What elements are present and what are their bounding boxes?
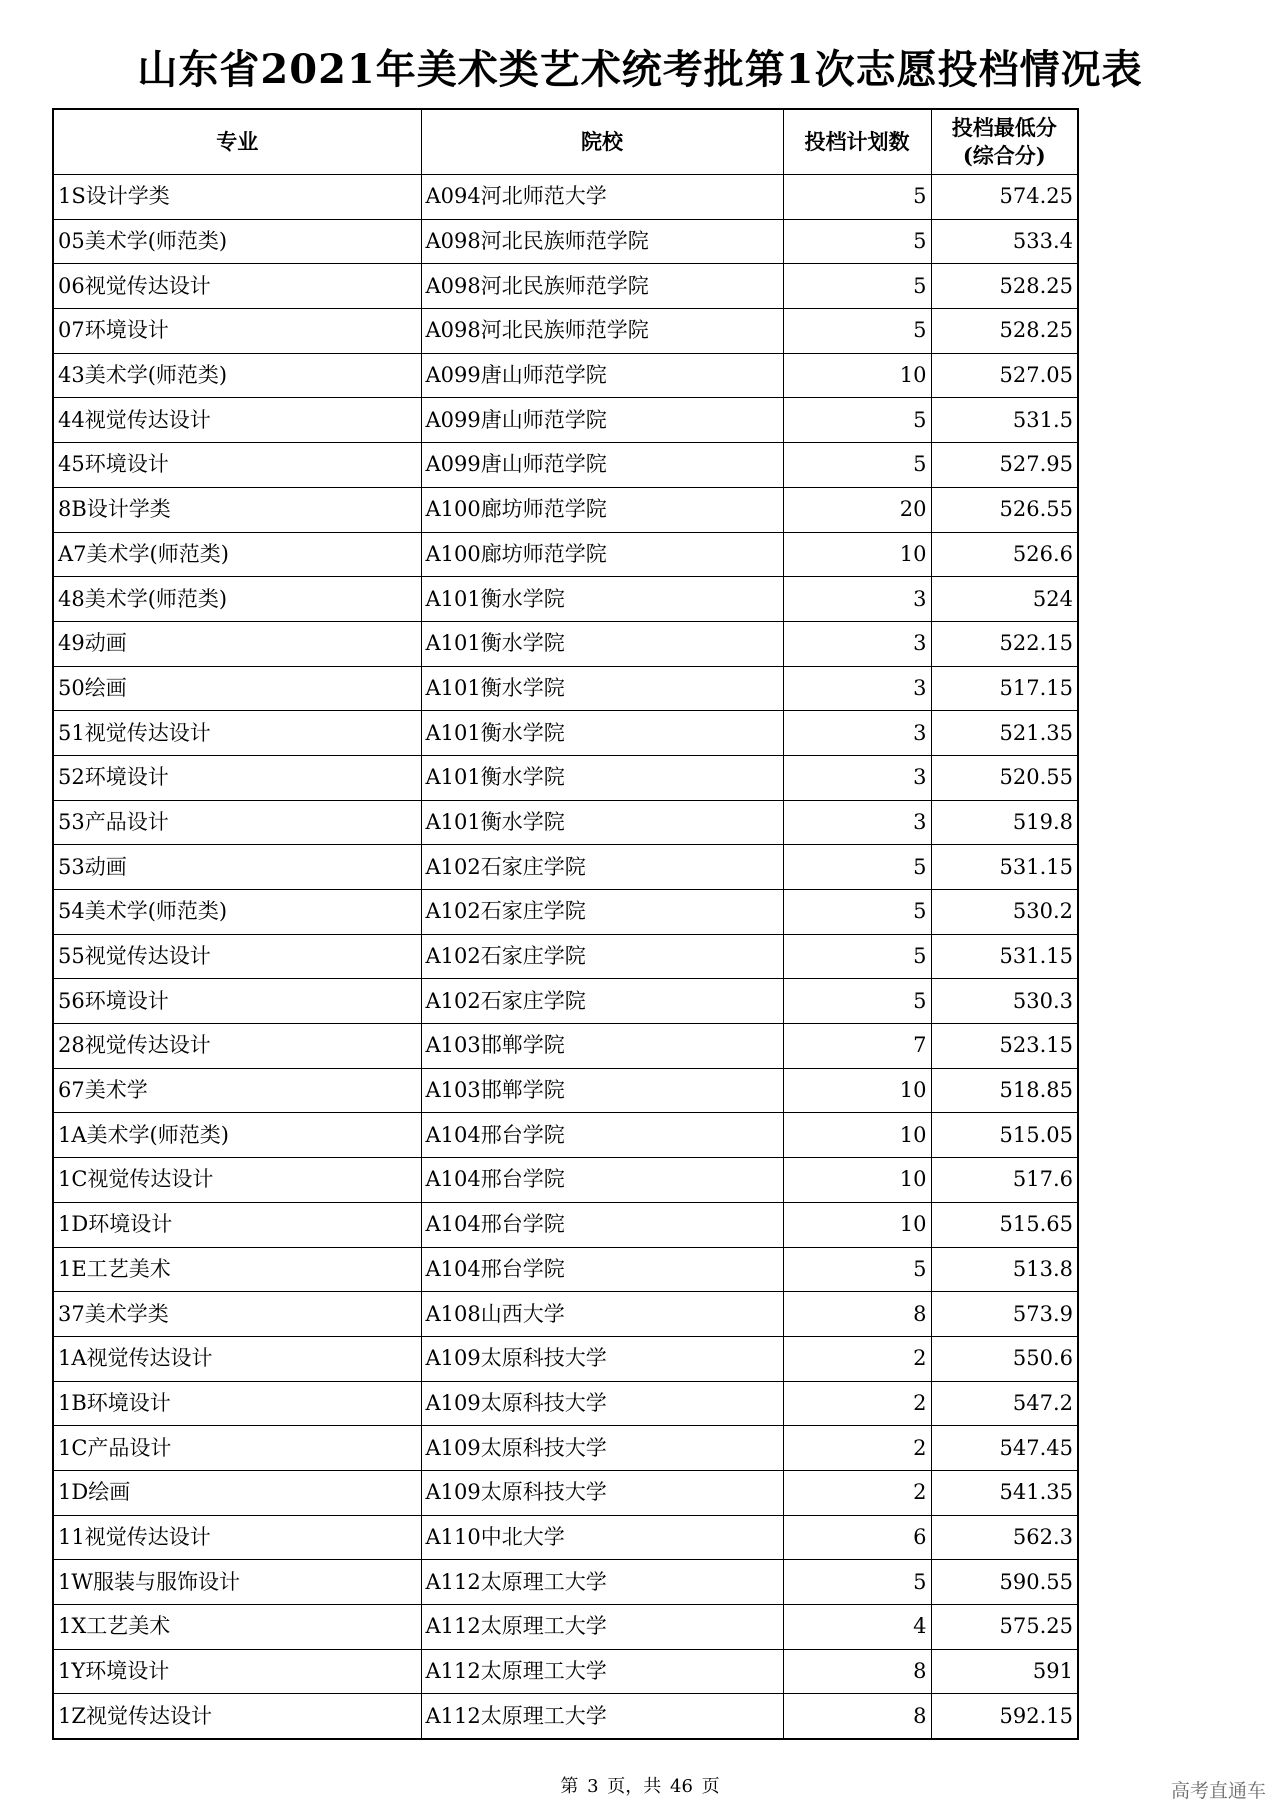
cell-min-score: 531.5	[931, 398, 1078, 443]
cell-major: 56环境设计	[53, 979, 421, 1024]
table-row	[53, 1247, 1078, 1292]
cell-major: 49动画	[53, 621, 421, 666]
cell-school: A101衡水学院	[421, 755, 783, 800]
cell-major: 1E工艺美术	[53, 1247, 421, 1292]
cell-min-score: 562.3	[931, 1515, 1078, 1560]
cell-plan: 5	[783, 443, 931, 488]
cell-school: A101衡水学院	[421, 800, 783, 845]
cell-plan: 8	[783, 1292, 931, 1337]
cell-school: A104邢台学院	[421, 1158, 783, 1203]
cell-major: 1D环境设计	[53, 1202, 421, 1247]
cell-min-score: 523.15	[931, 1024, 1078, 1069]
admission-table	[52, 108, 1079, 1740]
cell-min-score: 573.9	[931, 1292, 1078, 1337]
cell-plan: 2	[783, 1470, 931, 1515]
cell-school: A103邯郸学院	[421, 1068, 783, 1113]
cell-plan: 6	[783, 1515, 931, 1560]
table-row	[53, 711, 1078, 756]
cell-min-score: 517.6	[931, 1158, 1078, 1203]
cell-major: 1W服装与服饰设计	[53, 1560, 421, 1605]
cell-plan: 3	[783, 666, 931, 711]
cell-min-score: 513.8	[931, 1247, 1078, 1292]
cell-school: A101衡水学院	[421, 666, 783, 711]
header-min-score	[931, 109, 1078, 175]
table-row	[53, 1605, 1078, 1650]
cell-major: 67美术学	[53, 1068, 421, 1113]
table-row	[53, 934, 1078, 979]
table-row	[53, 1515, 1078, 1560]
cell-school: A094河北师范大学	[421, 175, 783, 220]
cell-plan: 7	[783, 1024, 931, 1069]
cell-min-score: 517.15	[931, 666, 1078, 711]
cell-major: 1X工艺美术	[53, 1605, 421, 1650]
cell-min-score: 518.85	[931, 1068, 1078, 1113]
cell-plan: 10	[783, 532, 931, 577]
table-row	[53, 755, 1078, 800]
header-min-score-line1: 投档最低分	[951, 115, 1057, 140]
cell-plan: 5	[783, 1560, 931, 1605]
cell-school: A109太原科技大学	[421, 1336, 783, 1381]
cell-school: A112太原理工大学	[421, 1649, 783, 1694]
table-row	[53, 1113, 1078, 1158]
cell-major: 52环境设计	[53, 755, 421, 800]
table-row	[53, 577, 1078, 622]
cell-major: 1B环境设计	[53, 1381, 421, 1426]
table-row	[53, 309, 1078, 354]
cell-min-score: 533.4	[931, 219, 1078, 264]
cell-major: 51视觉传达设计	[53, 711, 421, 756]
table-row	[53, 398, 1078, 443]
cell-major: 44视觉传达设计	[53, 398, 421, 443]
cell-min-score: 592.15	[931, 1694, 1078, 1739]
cell-major: 1S设计学类	[53, 175, 421, 220]
cell-min-score: 524	[931, 577, 1078, 622]
cell-school: A109太原科技大学	[421, 1381, 783, 1426]
cell-min-score: 527.05	[931, 353, 1078, 398]
cell-plan: 10	[783, 353, 931, 398]
cell-school: A102石家庄学院	[421, 934, 783, 979]
table-row	[53, 800, 1078, 845]
header-major: 专业	[53, 109, 421, 175]
cell-plan: 5	[783, 979, 931, 1024]
cell-plan: 5	[783, 1247, 931, 1292]
cell-plan: 2	[783, 1426, 931, 1471]
cell-school: A101衡水学院	[421, 577, 783, 622]
cell-plan: 5	[783, 398, 931, 443]
table-row	[53, 845, 1078, 890]
table-row	[53, 1560, 1078, 1605]
cell-min-score: 515.65	[931, 1202, 1078, 1247]
cell-min-score: 575.25	[931, 1605, 1078, 1650]
cell-major: 1C视觉传达设计	[53, 1158, 421, 1203]
cell-major: 8B设计学类	[53, 487, 421, 532]
table-row	[53, 979, 1078, 1024]
cell-min-score: 531.15	[931, 845, 1078, 890]
cell-school: A103邯郸学院	[421, 1024, 783, 1069]
table-row	[53, 890, 1078, 935]
cell-school: A099唐山师范学院	[421, 398, 783, 443]
cell-school: A104邢台学院	[421, 1113, 783, 1158]
cell-min-score: 522.15	[931, 621, 1078, 666]
cell-school: A098河北民族师范学院	[421, 309, 783, 354]
cell-min-score: 528.25	[931, 309, 1078, 354]
table-row	[53, 1024, 1078, 1069]
page-title: 山东省2021年美术类艺术统考批第1次志愿投档情况表	[137, 46, 1143, 93]
cell-min-score: 526.6	[931, 532, 1078, 577]
cell-min-score: 526.55	[931, 487, 1078, 532]
cell-plan: 3	[783, 711, 931, 756]
cell-major: 54美术学(师范类)	[53, 890, 421, 935]
cell-major: 45环境设计	[53, 443, 421, 488]
cell-plan: 10	[783, 1113, 931, 1158]
header-plan: 投档计划数	[783, 109, 931, 175]
table-row	[53, 1292, 1078, 1337]
cell-school: A098河北民族师范学院	[421, 264, 783, 309]
cell-major: 1Z视觉传达设计	[53, 1694, 421, 1739]
cell-plan: 5	[783, 890, 931, 935]
cell-major: 06视觉传达设计	[53, 264, 421, 309]
cell-min-score: 590.55	[931, 1560, 1078, 1605]
cell-major: 53产品设计	[53, 800, 421, 845]
cell-min-score: 528.25	[931, 264, 1078, 309]
cell-school: A102石家庄学院	[421, 979, 783, 1024]
cell-min-score: 530.2	[931, 890, 1078, 935]
cell-school: A102石家庄学院	[421, 845, 783, 890]
cell-school: A101衡水学院	[421, 621, 783, 666]
cell-min-score: 550.6	[931, 1336, 1078, 1381]
table-row	[53, 1470, 1078, 1515]
cell-school: A112太原理工大学	[421, 1605, 783, 1650]
cell-major: 55视觉传达设计	[53, 934, 421, 979]
cell-plan: 5	[783, 219, 931, 264]
table-row	[53, 1202, 1078, 1247]
cell-school: A104邢台学院	[421, 1247, 783, 1292]
cell-school: A102石家庄学院	[421, 890, 783, 935]
cell-plan: 8	[783, 1649, 931, 1694]
page-footer: 第 3 页，共 46 页	[560, 1776, 720, 1797]
table-row	[53, 666, 1078, 711]
watermark: 高考直通车	[1170, 1780, 1266, 1802]
cell-plan: 5	[783, 309, 931, 354]
cell-plan: 5	[783, 264, 931, 309]
cell-min-score: 541.35	[931, 1470, 1078, 1515]
table-row	[53, 1694, 1078, 1739]
cell-plan: 3	[783, 621, 931, 666]
table-row	[53, 353, 1078, 398]
cell-school: A099唐山师范学院	[421, 353, 783, 398]
cell-min-score: 519.8	[931, 800, 1078, 845]
cell-plan: 3	[783, 755, 931, 800]
cell-school: A109太原科技大学	[421, 1470, 783, 1515]
cell-plan: 5	[783, 175, 931, 220]
cell-major: 1A视觉传达设计	[53, 1336, 421, 1381]
table-row	[53, 532, 1078, 577]
table-row	[53, 219, 1078, 264]
cell-min-score: 531.15	[931, 934, 1078, 979]
table-row	[53, 1068, 1078, 1113]
cell-major: 50绘画	[53, 666, 421, 711]
table-row	[53, 1158, 1078, 1203]
cell-min-score: 521.35	[931, 711, 1078, 756]
cell-major: A7美术学(师范类)	[53, 532, 421, 577]
table-row	[53, 443, 1078, 488]
cell-major: 1C产品设计	[53, 1426, 421, 1471]
cell-major: 07环境设计	[53, 309, 421, 354]
cell-plan: 2	[783, 1381, 931, 1426]
cell-min-score: 547.45	[931, 1426, 1078, 1471]
table-row	[53, 264, 1078, 309]
cell-min-score: 530.3	[931, 979, 1078, 1024]
cell-major: 48美术学(师范类)	[53, 577, 421, 622]
cell-min-score: 527.95	[931, 443, 1078, 488]
cell-school: A100廊坊师范学院	[421, 487, 783, 532]
cell-major: 43美术学(师范类)	[53, 353, 421, 398]
table-row	[53, 621, 1078, 666]
cell-school: A110中北大学	[421, 1515, 783, 1560]
cell-min-score: 520.55	[931, 755, 1078, 800]
table-body	[53, 175, 1078, 1740]
cell-school: A098河北民族师范学院	[421, 219, 783, 264]
cell-min-score: 515.05	[931, 1113, 1078, 1158]
table-row	[53, 175, 1078, 220]
cell-plan: 8	[783, 1694, 931, 1739]
cell-major: 1D绘画	[53, 1470, 421, 1515]
cell-major: 1A美术学(师范类)	[53, 1113, 421, 1158]
cell-plan: 2	[783, 1336, 931, 1381]
cell-plan: 4	[783, 1605, 931, 1650]
cell-school: A109太原科技大学	[421, 1426, 783, 1471]
cell-plan: 5	[783, 934, 931, 979]
cell-min-score: 547.2	[931, 1381, 1078, 1426]
cell-plan: 5	[783, 845, 931, 890]
header-school: 院校	[421, 109, 783, 175]
table-row	[53, 487, 1078, 532]
cell-major: 37美术学类	[53, 1292, 421, 1337]
cell-plan: 10	[783, 1068, 931, 1113]
cell-plan: 3	[783, 800, 931, 845]
cell-min-score: 591	[931, 1649, 1078, 1694]
cell-major: 11视觉传达设计	[53, 1515, 421, 1560]
cell-school: A112太原理工大学	[421, 1694, 783, 1739]
cell-min-score: 574.25	[931, 175, 1078, 220]
cell-school: A099唐山师范学院	[421, 443, 783, 488]
cell-plan: 3	[783, 577, 931, 622]
cell-plan: 20	[783, 487, 931, 532]
cell-school: A104邢台学院	[421, 1202, 783, 1247]
cell-major: 53动画	[53, 845, 421, 890]
table-header-row	[53, 109, 1078, 175]
cell-school: A112太原理工大学	[421, 1560, 783, 1605]
cell-major: 05美术学(师范类)	[53, 219, 421, 264]
cell-major: 28视觉传达设计	[53, 1024, 421, 1069]
table-row	[53, 1649, 1078, 1694]
table-row	[53, 1381, 1078, 1426]
table-row	[53, 1336, 1078, 1381]
cell-school: A100廊坊师范学院	[421, 532, 783, 577]
cell-school: A108山西大学	[421, 1292, 783, 1337]
table-row	[53, 1426, 1078, 1471]
cell-plan: 10	[783, 1158, 931, 1203]
cell-major: 1Y环境设计	[53, 1649, 421, 1694]
cell-plan: 10	[783, 1202, 931, 1247]
cell-school: A101衡水学院	[421, 711, 783, 756]
header-min-score-line2: (综合分)	[962, 143, 1046, 168]
